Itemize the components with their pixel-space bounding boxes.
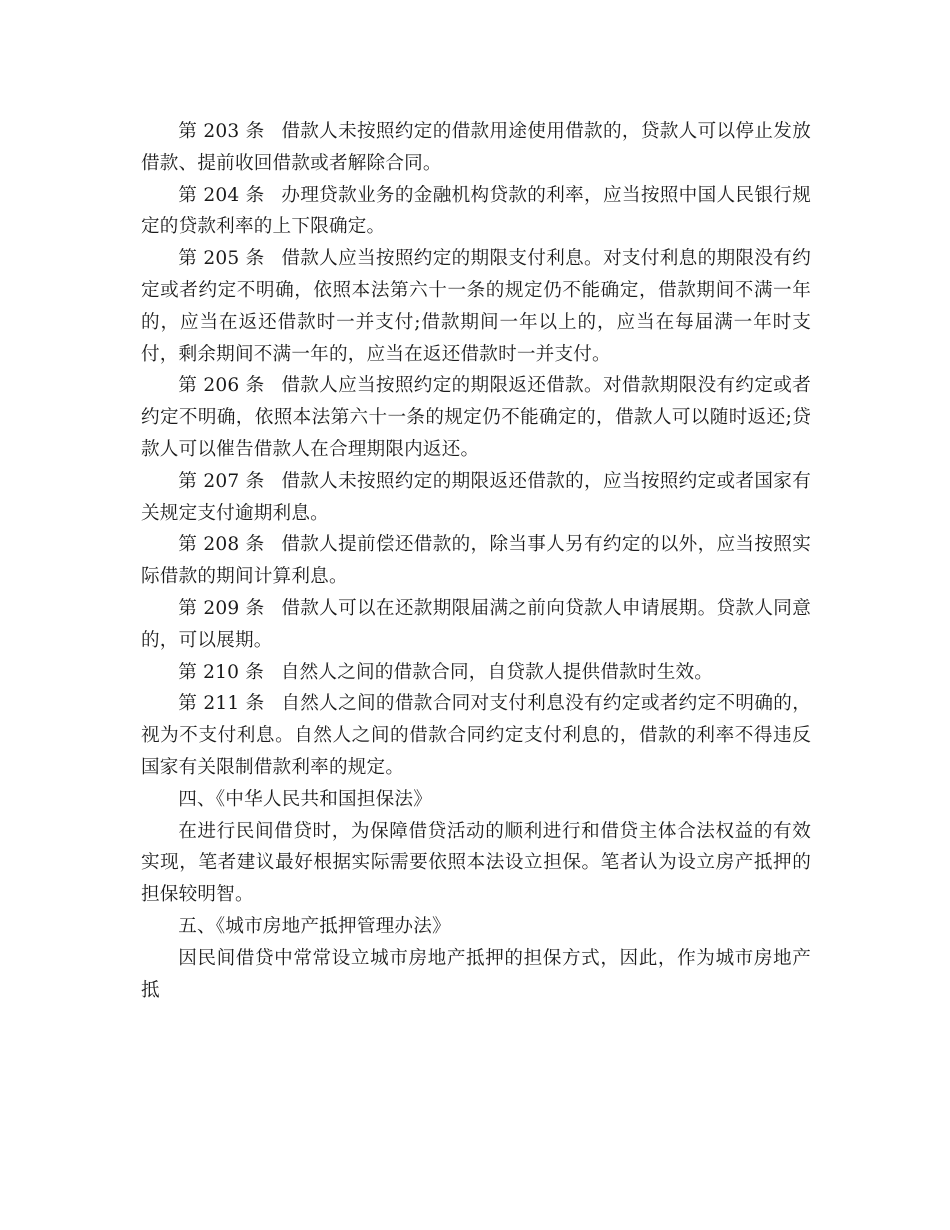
article-208 bbox=[141, 529, 811, 593]
article-210 bbox=[141, 657, 811, 689]
article-text: 借款人应当按照约定的期限支付利息。对支付利息的期限没有约定或者约定不明确，依照本法第六十一条的规定仍不能确定，借款期间不满一年的，应当在返还借款时一并支付;借款期间一年以上的，应当在每届满一年时支付，剩余期间不满一年的，应当在返还借款时一并支付。 bbox=[141, 248, 811, 365]
article-number: 第 211 条 bbox=[178, 693, 265, 715]
section-heading-mortgage-rules bbox=[141, 911, 811, 943]
paragraph-text: 因民间借贷中常常设立城市房地产抵押的担保方式，因此，作为城市房地产抵 bbox=[141, 947, 811, 1001]
article-207 bbox=[141, 466, 811, 530]
article-text: 借款人未按照约定的期限返还借款的，应当按照约定或者国家有关规定支付逾期利息。 bbox=[141, 470, 811, 524]
article-number: 第 210 条 bbox=[178, 661, 265, 683]
article-211 bbox=[141, 688, 811, 783]
article-number: 第 203 条 bbox=[178, 121, 265, 142]
article-text: 自然人之间的借款合同对支付利息没有约定或者约定不明确的，视为不支付利息。自然人之间的借款合同约定支付利息的，借款的利率不得违反国家有关限制借款利率的规定。 bbox=[141, 693, 811, 778]
article-text: 自然人之间的借款合同，自贷款人提供借款时生效。 bbox=[280, 661, 714, 683]
article-number: 第 206 条 bbox=[178, 375, 265, 397]
article-205 bbox=[141, 243, 811, 370]
article-text: 借款人应当按照约定的期限返还借款。对借款期限没有约定或者约定不明确，依照本法第六十一条的规定仍不能确定的，借款人可以随时返还;贷款人可以催告借款人在合理期限内返还。 bbox=[141, 375, 811, 460]
section-heading-guarantee-law bbox=[141, 784, 811, 816]
article-text: 借款人提前偿还借款的，除当事人另有约定的以外，应当按照实际借款的期间计算利息。 bbox=[141, 534, 811, 588]
article-number: 第 205 条 bbox=[178, 248, 265, 270]
document-body bbox=[141, 116, 811, 1006]
article-text: 借款人可以在还款期限届满之前向贷款人申请展期。贷款人同意的，可以展期。 bbox=[141, 597, 811, 651]
article-206 bbox=[141, 370, 811, 465]
article-text: 办理贷款业务的金融机构贷款的利率，应当按照中国人民银行规定的贷款利率的上下限确定。 bbox=[141, 184, 811, 238]
article-number: 第 204 条 bbox=[178, 184, 265, 206]
paragraph-text: 在进行民间借贷时，为保障借贷活动的顺利进行和借贷主体合法权益的有效实现，笔者建议最好根据实际需要依照本法设立担保。笔者认为设立房产抵押的担保较明智。 bbox=[141, 820, 811, 906]
article-number: 第 209 条 bbox=[178, 597, 265, 619]
article-text: 借款人未按照约定的借款用途使用借款的，贷款人可以停止发放借款、提前收回借款或者解除合同。 bbox=[141, 121, 811, 174]
paragraph-guarantee bbox=[141, 816, 811, 911]
article-204 bbox=[141, 180, 811, 244]
section-heading-text: 四、《中华人民共和国担保法》 bbox=[178, 788, 433, 810]
article-number: 第 207 条 bbox=[178, 470, 265, 492]
article-209 bbox=[141, 593, 811, 657]
section-heading-text: 五、《城市房地产抵押管理办法》 bbox=[178, 915, 451, 937]
paragraph-mortgage bbox=[141, 943, 811, 1007]
article-203 bbox=[141, 116, 811, 180]
article-number: 第 208 条 bbox=[178, 534, 265, 556]
